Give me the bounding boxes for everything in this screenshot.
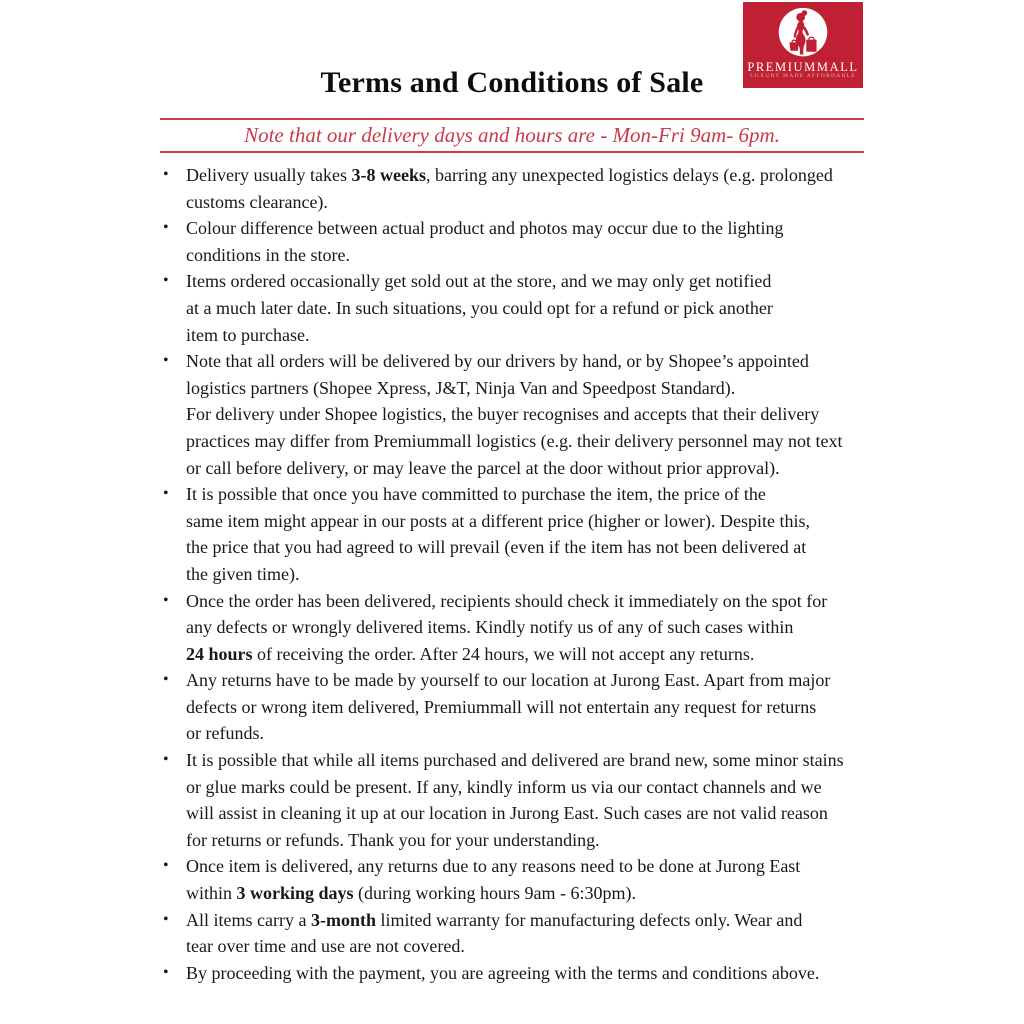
term-item (163, 960, 903, 987)
term-item (163, 588, 903, 668)
term-item (163, 667, 903, 747)
bullet-icon: • (163, 671, 169, 689)
term-item (163, 348, 903, 481)
term-text: Once the order has been delivered, recipients should check it immediately on the spot for any defects or wrongly delivered items. Kindly notify us of any of such cases within 24 hours of receiving the order. After 24 hours, we will not accept any returns. (186, 590, 828, 664)
bullet-icon: • (163, 591, 169, 609)
bullet-icon: • (163, 219, 169, 237)
brand-name: PREMIUMMALL (747, 60, 859, 74)
term-text: Items ordered occasionally get sold out at the store, and we may only get notified at a much later date. In such situations, you could opt for a refund or pick another item to purchase. (186, 271, 773, 345)
term-item (163, 747, 903, 853)
term-item (163, 481, 903, 587)
bullet-icon: • (163, 166, 169, 183)
term-text: It is possible that while all items purchased and delivered are brand new, some minor stains or glue marks could be present. If any, kindly inform us via our contact channels and we will assist in cleaning it up at our location in Jurong East. Such cases are not valid reason for returns or refunds. Thank you for your understanding. (186, 750, 844, 850)
notice-banner (160, 118, 864, 153)
term-text: Colour difference between actual product and photos may occur due to the lighting conditions in the store. (186, 218, 784, 265)
notice-text: Note that our delivery days and hours are - Mon-Fri 9am- 6pm. (244, 123, 780, 147)
bullet-icon: • (163, 352, 169, 370)
term-item (163, 907, 903, 960)
term-text: Any returns have to be made by yourself to our location at Jurong East. Apart from major defects or wrong item delivered, Premiummall will not entertain any request for returns or refunds. (186, 670, 831, 744)
term-item (163, 162, 903, 215)
term-text: All items carry a 3-month limited warranty for manufacturing defects only. Wear and tear over time and use are not covered. (186, 909, 803, 957)
bullet-icon: • (163, 857, 169, 875)
bullet-icon: • (163, 963, 169, 981)
bullet-icon: • (163, 272, 169, 290)
term-text: Note that all orders will be delivered by our drivers by hand, or by Shopee’s appointed logistics partners (Shopee Xpress, J&T, Ninja Van and Speedpost Standard). For delivery under Shopee logistics, the buyer recognises and accepts that their delivery practices may differ from Premiummall logistics (e.g. their delivery personnel may not text or call before delivery, or may leave the parcel at the door without prior approval). (186, 351, 843, 478)
term-text: It is possible that once you have committed to purchase the item, the price of the same item might appear in our posts at a different price (higher or lower). Despite this, the price that you had agreed to will prevail (even if the item has not been delivered at the given time). (186, 484, 810, 584)
terms-list (163, 162, 903, 986)
term-text: Delivery usually takes 3-8 weeks, barring any unexpected logistics delays (e.g. prolonged customs clearance). (186, 165, 833, 212)
term-text: By proceeding with the payment, you are agreeing with the terms and conditions above. (186, 962, 820, 983)
term-item (163, 853, 903, 906)
term-item (163, 268, 903, 348)
woman-with-shopping-bags-icon (775, 6, 831, 62)
bullet-icon: • (163, 751, 169, 769)
bullet-icon: • (163, 485, 169, 503)
page-title: Terms and Conditions of Sale (320, 66, 704, 99)
brand-tagline: LUXURY MADE AFFORDABLE (750, 73, 856, 79)
term-text: Once item is delivered, any returns due to any reasons need to be done at Jurong East within 3 working days (during working hours 9am - 6:30pm). (186, 856, 801, 904)
bullet-icon: • (163, 910, 169, 928)
term-item (163, 215, 903, 268)
